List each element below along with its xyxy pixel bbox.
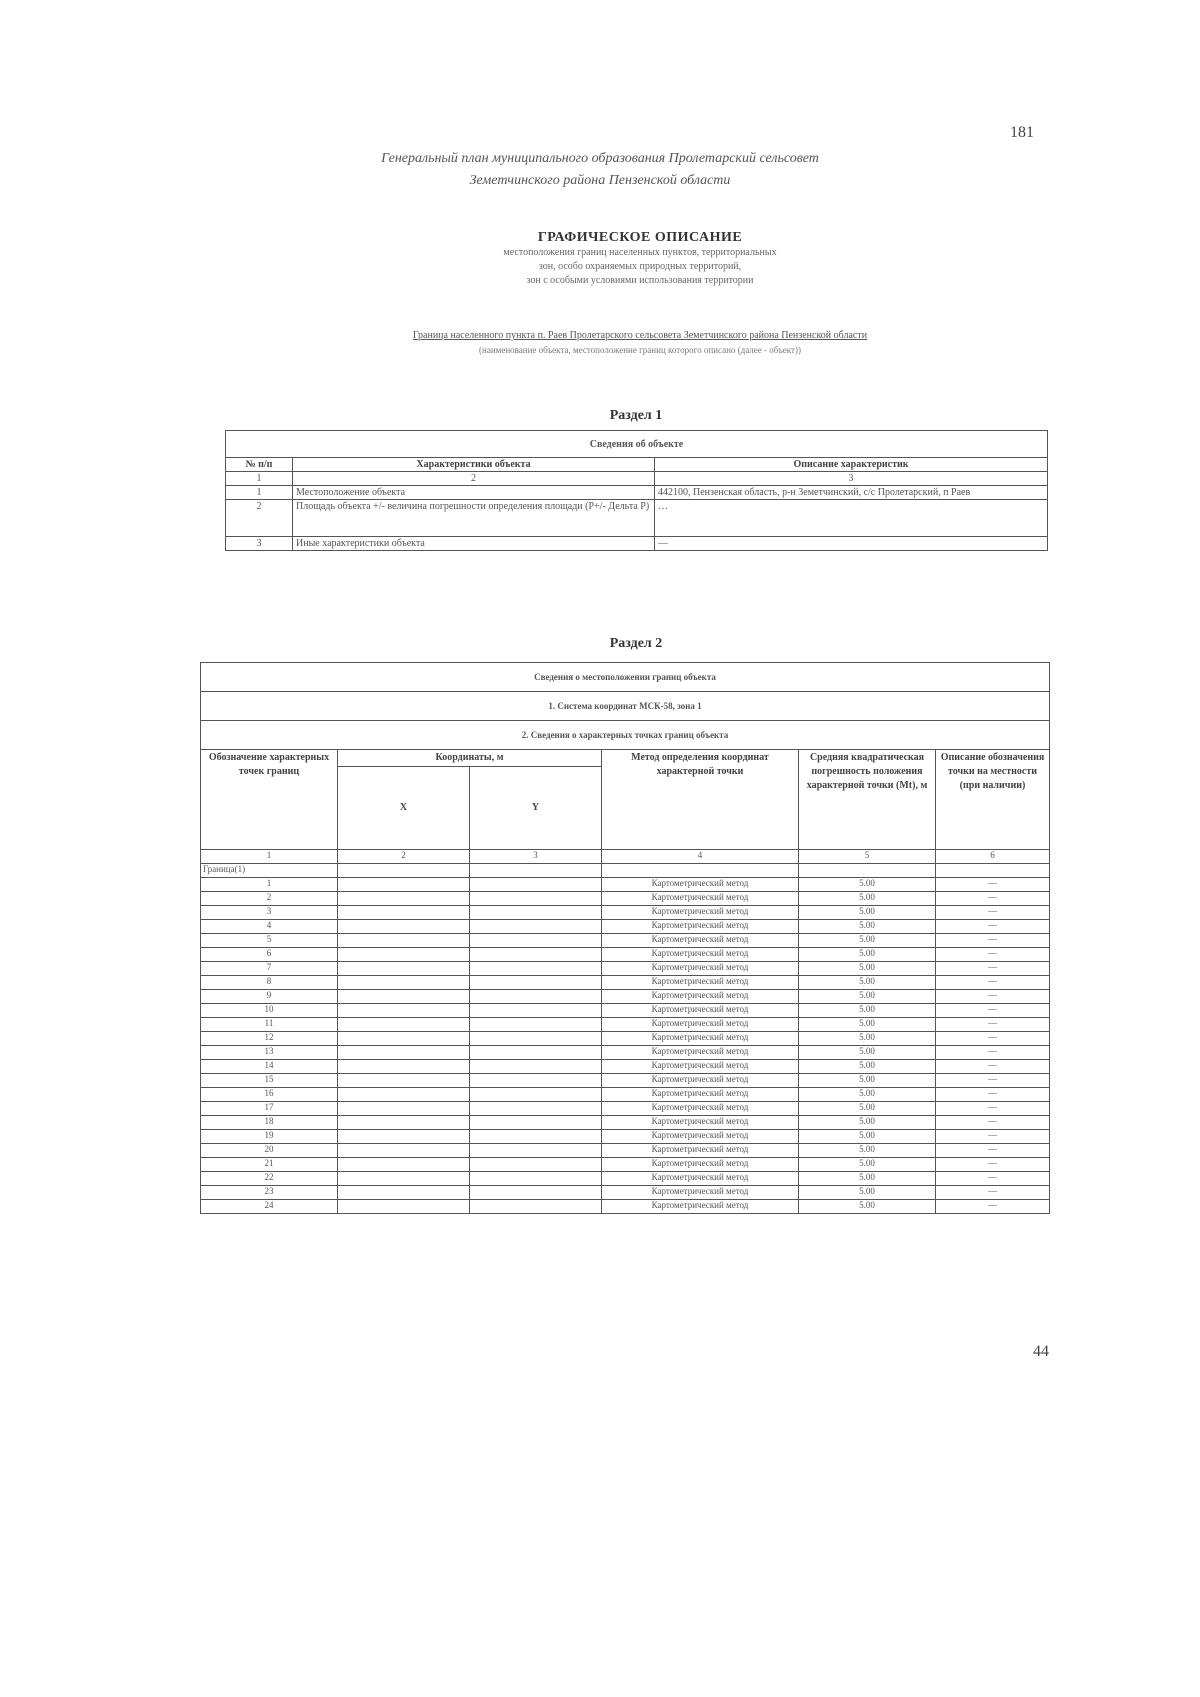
point-number: 23 <box>201 1186 338 1200</box>
x-coordinate <box>338 990 470 1004</box>
x-coordinate <box>338 1102 470 1116</box>
column-header: Описание характеристик <box>655 458 1048 472</box>
empty-cell <box>602 864 799 878</box>
x-coordinate <box>338 1186 470 1200</box>
x-coordinate <box>338 920 470 934</box>
description-cell: — <box>936 1130 1050 1144</box>
error-cell: 5.00 <box>799 906 936 920</box>
empty-cell <box>936 864 1050 878</box>
x-coordinate <box>338 878 470 892</box>
method-cell: Картометрический метод <box>602 1074 799 1088</box>
table-row <box>201 892 1050 906</box>
table-row <box>201 1144 1050 1158</box>
column-header: Характеристики объекта <box>293 458 655 472</box>
error-cell: 5.00 <box>799 1116 936 1130</box>
x-coordinate <box>338 906 470 920</box>
method-cell: Картометрический метод <box>602 1018 799 1032</box>
point-number: 8 <box>201 976 338 990</box>
column-header: Средняя квадратическая погрешность положения характерной точки (Mt), м <box>799 750 936 850</box>
y-coordinate <box>470 990 602 1004</box>
description-cell: — <box>936 948 1050 962</box>
y-coordinate <box>470 1130 602 1144</box>
table-row <box>201 1158 1050 1172</box>
method-cell: Картометрический метод <box>602 1200 799 1214</box>
table-row <box>201 1060 1050 1074</box>
error-cell: 5.00 <box>799 990 936 1004</box>
y-coordinate <box>470 1158 602 1172</box>
error-cell: 5.00 <box>799 1060 936 1074</box>
table-row <box>201 1004 1050 1018</box>
description-cell: — <box>936 1088 1050 1102</box>
table-row <box>201 920 1050 934</box>
description-cell: — <box>936 1172 1050 1186</box>
method-cell: Картометрический метод <box>602 892 799 906</box>
column-number: 4 <box>602 850 799 864</box>
y-coordinate <box>470 1018 602 1032</box>
point-number: 12 <box>201 1032 338 1046</box>
points-body <box>201 878 1050 1214</box>
description-cell: — <box>936 1074 1050 1088</box>
description-cell: — <box>936 962 1050 976</box>
description-cell: — <box>936 1116 1050 1130</box>
characteristic-value: — <box>655 537 1048 551</box>
table-row <box>201 1088 1050 1102</box>
description-cell: — <box>936 976 1050 990</box>
column-header: Y <box>470 767 602 850</box>
column-header: Описание обозначения точки на местности (при наличии) <box>936 750 1050 850</box>
column-number: 6 <box>936 850 1050 864</box>
table-row <box>201 1046 1050 1060</box>
y-coordinate <box>470 962 602 976</box>
table-row <box>201 990 1050 1004</box>
method-cell: Картометрический метод <box>602 990 799 1004</box>
error-cell: 5.00 <box>799 1172 936 1186</box>
column-number: 2 <box>293 472 655 486</box>
x-coordinate <box>338 1032 470 1046</box>
column-number: 5 <box>799 850 936 864</box>
error-cell: 5.00 <box>799 1158 936 1172</box>
point-number: 14 <box>201 1060 338 1074</box>
x-coordinate <box>338 1172 470 1186</box>
description-cell: — <box>936 1200 1050 1214</box>
column-number: 3 <box>655 472 1048 486</box>
y-coordinate <box>470 976 602 990</box>
y-coordinate <box>470 1144 602 1158</box>
page-number-bottom: 44 <box>1033 1343 1049 1360</box>
error-cell: 5.00 <box>799 1032 936 1046</box>
table-row <box>201 1200 1050 1214</box>
description-cell: — <box>936 906 1050 920</box>
error-cell: 5.00 <box>799 1074 936 1088</box>
description-cell: — <box>936 1046 1050 1060</box>
method-cell: Картометрический метод <box>602 1158 799 1172</box>
method-cell: Картометрический метод <box>602 976 799 990</box>
table-row <box>201 1102 1050 1116</box>
object-name: Граница населенного пункта п. Раев Пролетарского сельсовета Земетчинского района Пензенской области <box>412 330 868 341</box>
column-number: 3 <box>470 850 602 864</box>
y-coordinate <box>470 1186 602 1200</box>
point-number: 3 <box>201 906 338 920</box>
y-coordinate <box>470 920 602 934</box>
column-number: 1 <box>226 472 293 486</box>
y-coordinate <box>470 1046 602 1060</box>
y-coordinate <box>470 1172 602 1186</box>
coordinate-system-title: 1. Система координат МСК-58, зона 1 <box>201 692 1050 721</box>
description-cell: — <box>936 892 1050 906</box>
point-number: 19 <box>201 1130 338 1144</box>
method-cell: Картометрический метод <box>602 1060 799 1074</box>
y-coordinate <box>470 948 602 962</box>
method-cell: Картометрический метод <box>602 920 799 934</box>
title-block <box>250 230 1030 288</box>
table-row <box>201 976 1050 990</box>
description-cell: — <box>936 1186 1050 1200</box>
empty-cell <box>338 864 470 878</box>
description-cell: — <box>936 1060 1050 1074</box>
y-coordinate <box>470 1200 602 1214</box>
x-coordinate <box>338 1046 470 1060</box>
point-number: 11 <box>201 1018 338 1032</box>
point-number: 24 <box>201 1200 338 1214</box>
point-number: 7 <box>201 962 338 976</box>
description-cell: — <box>936 1102 1050 1116</box>
point-number: 18 <box>201 1116 338 1130</box>
table-title: Сведения об объекте <box>226 431 1048 458</box>
table-row <box>201 948 1050 962</box>
x-coordinate <box>338 1088 470 1102</box>
point-number: 4 <box>201 920 338 934</box>
characteristic-value: 442100, Пензенская область, р-н Земетчинский, с/с Пролетарский, п Раев <box>655 486 1048 500</box>
header-line-1: Генеральный план муниципального образования Пролетарский сельсовет <box>381 151 819 166</box>
x-coordinate <box>338 1074 470 1088</box>
column-header: Метод определения координат характерной точки <box>602 750 799 850</box>
section-2-title: Раздел 2 <box>609 636 663 651</box>
method-cell: Картометрический метод <box>602 1032 799 1046</box>
description-cell: — <box>936 1032 1050 1046</box>
method-cell: Картометрический метод <box>602 1004 799 1018</box>
description-cell: — <box>936 878 1050 892</box>
point-number: 10 <box>201 1004 338 1018</box>
points-title: 2. Сведения о характерных точках границ объекта <box>201 721 1050 750</box>
method-cell: Картометрический метод <box>602 1102 799 1116</box>
point-number: 1 <box>201 878 338 892</box>
point-number: 5 <box>201 934 338 948</box>
x-coordinate <box>338 1158 470 1172</box>
x-coordinate <box>338 934 470 948</box>
table-row <box>201 1186 1050 1200</box>
point-number: 9 <box>201 990 338 1004</box>
empty-cell <box>799 864 936 878</box>
characteristic-name: Иные характеристики объекта <box>293 537 655 551</box>
column-header: Обозначение характерных точек границ <box>201 750 338 850</box>
description-cell: — <box>936 1144 1050 1158</box>
y-coordinate <box>470 906 602 920</box>
point-number: 21 <box>201 1158 338 1172</box>
x-coordinate <box>338 1116 470 1130</box>
description-cell: — <box>936 920 1050 934</box>
table-row <box>201 1074 1050 1088</box>
error-cell: 5.00 <box>799 920 936 934</box>
point-number: 22 <box>201 1172 338 1186</box>
description-cell: — <box>936 934 1050 948</box>
error-cell: 5.00 <box>799 934 936 948</box>
error-cell: 5.00 <box>799 962 936 976</box>
method-cell: Картометрический метод <box>602 1130 799 1144</box>
method-cell: Картометрический метод <box>602 878 799 892</box>
table-row <box>201 962 1050 976</box>
row-number: 1 <box>226 486 293 500</box>
subtitle-line-3: зон с особыми условиями использования территории <box>526 275 754 286</box>
point-number: 17 <box>201 1102 338 1116</box>
description-cell: — <box>936 1158 1050 1172</box>
error-cell: 5.00 <box>799 1130 936 1144</box>
point-number: 2 <box>201 892 338 906</box>
column-header: № п/п <box>226 458 293 472</box>
table-row <box>201 1018 1050 1032</box>
contour-label: Граница(1) <box>201 864 338 878</box>
table-title: Сведения о местоположении границ объекта <box>201 663 1050 692</box>
description-cell: — <box>936 990 1050 1004</box>
table-row <box>201 1116 1050 1130</box>
characteristic-name: Площадь объекта +/- величина погрешности определения площади (Р+/- Дельта Р) <box>293 500 655 537</box>
characteristic-name: Местоположение объекта <box>293 486 655 500</box>
table-row <box>201 906 1050 920</box>
point-number: 13 <box>201 1046 338 1060</box>
y-coordinate <box>470 1032 602 1046</box>
x-coordinate <box>338 1018 470 1032</box>
method-cell: Картометрический метод <box>602 934 799 948</box>
error-cell: 5.00 <box>799 1186 936 1200</box>
table-row <box>201 934 1050 948</box>
method-cell: Картометрический метод <box>602 1116 799 1130</box>
characteristic-value: … <box>655 500 1048 537</box>
subtitle-line-2: зон, особо охраняемых природных территорий, <box>538 261 742 272</box>
object-caption: (наименование объекта, местоположение границ которого описано (далее - объект)) <box>479 345 801 355</box>
x-coordinate <box>338 948 470 962</box>
y-coordinate <box>470 1060 602 1074</box>
table-row <box>201 1032 1050 1046</box>
table-row <box>201 1130 1050 1144</box>
y-coordinate <box>470 1116 602 1130</box>
x-coordinate <box>338 1060 470 1074</box>
empty-cell <box>470 864 602 878</box>
error-cell: 5.00 <box>799 1200 936 1214</box>
point-number: 20 <box>201 1144 338 1158</box>
x-coordinate <box>338 892 470 906</box>
description-cell: — <box>936 1018 1050 1032</box>
y-coordinate <box>470 1004 602 1018</box>
object-info-table <box>225 430 1048 551</box>
column-header: Координаты, м <box>338 750 602 767</box>
error-cell: 5.00 <box>799 1102 936 1116</box>
column-number: 1 <box>201 850 338 864</box>
y-coordinate <box>470 934 602 948</box>
y-coordinate <box>470 1088 602 1102</box>
method-cell: Картометрический метод <box>602 1172 799 1186</box>
table-row <box>201 1172 1050 1186</box>
error-cell: 5.00 <box>799 1018 936 1032</box>
method-cell: Картометрический метод <box>602 1144 799 1158</box>
error-cell: 5.00 <box>799 1004 936 1018</box>
table-row <box>226 486 1048 500</box>
method-cell: Картометрический метод <box>602 906 799 920</box>
x-coordinate <box>338 962 470 976</box>
point-number: 16 <box>201 1088 338 1102</box>
y-coordinate <box>470 878 602 892</box>
row-number: 3 <box>226 537 293 551</box>
method-cell: Картометрический метод <box>602 1046 799 1060</box>
method-cell: Картометрический метод <box>602 1186 799 1200</box>
table-row <box>226 500 1048 537</box>
point-number: 15 <box>201 1074 338 1088</box>
document-header <box>270 148 930 192</box>
page-number-top: 181 <box>1010 124 1034 141</box>
y-coordinate <box>470 1102 602 1116</box>
error-cell: 5.00 <box>799 948 936 962</box>
error-cell: 5.00 <box>799 892 936 906</box>
error-cell: 5.00 <box>799 1144 936 1158</box>
row-number: 2 <box>226 500 293 537</box>
document-title: ГРАФИЧЕСКОЕ ОПИСАНИЕ <box>537 230 743 245</box>
header-line-2: Земетчинского района Пензенской области <box>469 173 731 188</box>
error-cell: 5.00 <box>799 878 936 892</box>
subtitle-line-1: местоположения границ населенных пунктов, территориальных <box>503 247 777 258</box>
error-cell: 5.00 <box>799 976 936 990</box>
y-coordinate <box>470 1074 602 1088</box>
x-coordinate <box>338 1130 470 1144</box>
x-coordinate <box>338 1144 470 1158</box>
section-1-title: Раздел 1 <box>609 408 663 423</box>
error-cell: 5.00 <box>799 1046 936 1060</box>
x-coordinate <box>338 1200 470 1214</box>
column-header: X <box>338 767 470 850</box>
boundary-points-table <box>200 662 1050 1214</box>
error-cell: 5.00 <box>799 1088 936 1102</box>
point-number: 6 <box>201 948 338 962</box>
description-cell: — <box>936 1004 1050 1018</box>
x-coordinate <box>338 1004 470 1018</box>
method-cell: Картометрический метод <box>602 1088 799 1102</box>
method-cell: Картометрический метод <box>602 962 799 976</box>
method-cell: Картометрический метод <box>602 948 799 962</box>
table-row <box>201 878 1050 892</box>
column-number: 2 <box>338 850 470 864</box>
y-coordinate <box>470 892 602 906</box>
x-coordinate <box>338 976 470 990</box>
table-row <box>226 537 1048 551</box>
